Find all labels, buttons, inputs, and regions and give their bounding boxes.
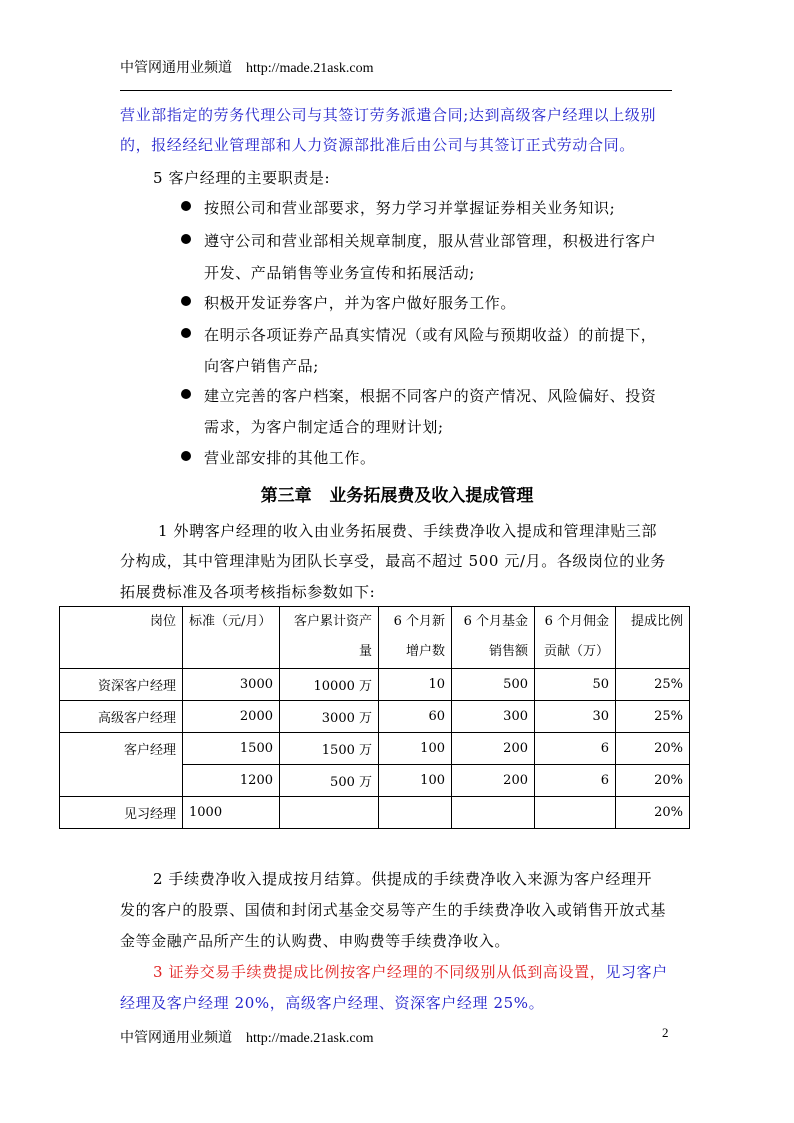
standard-cell: 1200 [183,765,280,797]
duty-item-6: 营业部安排的其他工作。 [204,449,376,467]
duty-item-2: 遵守公司和营业部相关规章制度，服从营业部管理，积极进行客户 [204,232,657,250]
assets-cell: 500 万 [280,765,379,797]
para1-line-1: 1 外聘客户经理的收入由业务拓展费、手续费净收入提成和管理津贴三部 [158,522,658,540]
duties-heading: 5 客户经理的主要职责是: [153,169,331,187]
page-footer [120,1027,374,1047]
assets-cell: 3000 万 [280,701,379,733]
duty-item-5: 建立完善的客户档案，根据不同客户的资产情况、风险偏好、投资 [204,387,657,405]
rate-cell: 25% [616,701,690,733]
fund-sales-cell: 200 [452,733,535,765]
commission-cell: 50 [535,669,616,701]
header-rule [120,90,672,91]
bullet-icon [181,201,191,211]
chapter-title: 第三章 业务拓展费及收入提成管理 [260,486,534,506]
table-row [60,797,690,829]
new-accounts-cell: 10 [379,669,452,701]
duty-item-4-cont: 向客户销售产品; [204,357,319,375]
rate-cell: 20% [616,765,690,797]
commission-cell: 6 [535,765,616,797]
duty-item-2-cont: 开发、产品销售等业务宣传和拓展活动; [204,264,475,282]
new-accounts-cell: 60 [379,701,452,733]
header-cell: 6 个月新 增户数 [379,607,452,669]
header-url[interactable]: http://made.21ask.com [246,61,374,76]
fund-sales-cell: 200 [452,765,535,797]
bullet-icon [181,389,191,399]
duty-item-4: 在明示各项证券产品真实情况（或有风险与预期收益）的前提下， [204,326,657,344]
standard-cell: 1500 [183,733,280,765]
page-number: 2 [662,1025,669,1040]
header-cell: 6 个月佣金 贡献（万） [535,607,616,669]
commission-cell [535,797,616,829]
intro-line-2: 的，报经经纪业管理部和人力资源部批准后由公司与其签订正式劳动合同。 [120,136,635,154]
standard-cell: 2000 [183,701,280,733]
para3-line-1 [153,961,713,982]
fund-sales-cell: 500 [452,669,535,701]
post-cell: 资深客户经理 [60,669,183,701]
bullet-icon [181,451,191,461]
fund-sales-cell: 300 [452,701,535,733]
para3-line-2: 经理及客户经理 20%，高级客户经理、资深客户经理 25%。 [120,994,545,1012]
bullet-icon [181,234,191,244]
fund-sales-cell [452,797,535,829]
para2-line-2: 发的客户的股票、国债和封闭式基金交易等产生的手续费净收入或销售开放式基 [120,901,667,919]
para2-line-3: 金等金融产品所产生的认购费、申购费等手续费净收入。 [120,932,511,950]
table-row [60,669,690,701]
rate-cell: 20% [616,733,690,765]
fee-standard-table [59,606,690,829]
assets-cell: 1500 万 [280,733,379,765]
header-cell: 6 个月基金 销售额 [452,607,535,669]
header-cell: 岗位 [60,607,183,669]
intro-line-1: 营业部指定的劳务代理公司与其签订劳务派遣合同;达到高级客户经理以上级别 [120,106,657,124]
commission-cell: 6 [535,733,616,765]
footer-site: 中管网通用业频道 [120,1030,232,1046]
header-site: 中管网通用业频道 [120,60,232,76]
assets-cell: 10000 万 [280,669,379,701]
table-row [60,701,690,733]
header-cell: 标准（元/月） [183,607,280,669]
table-row [60,733,690,765]
header-cell: 客户累计资产 量 [280,607,379,669]
para3-red-text: 3 证券交易手续费提成比例按客户经理的不同级别从低到高设置， [153,963,606,981]
new-accounts-cell [379,797,452,829]
duty-item-3: 积极开发证券客户，并为客户做好服务工作。 [204,294,517,312]
duty-item-5-cont: 需求，为客户制定适合的理财计划; [204,418,444,436]
bullet-icon [181,296,191,306]
para1-line-2: 分构成，其中管理津贴为团队长享受，最高不超过 500 元/月。各级岗位的业务 [120,552,667,570]
commission-cell: 30 [535,701,616,733]
page-header [120,57,374,77]
para1-line-3: 拓展费标准及各项考核指标参数如下: [120,583,376,601]
para2-line-1: 2 手续费净收入提成按月结算。供提成的手续费净收入来源为客户经理开 [153,870,653,888]
header-cell: 提成比例 [616,607,690,669]
bullet-icon [181,328,191,338]
standard-cell: 3000 [183,669,280,701]
para3-blue-text: 见习客户 [605,963,668,981]
table-header-row [60,607,690,669]
post-cell: 见习经理 [60,797,183,829]
assets-cell [280,797,379,829]
post-cell: 客户经理 [60,733,183,797]
standard-cell: 1000 [183,797,280,829]
rate-cell: 25% [616,669,690,701]
new-accounts-cell: 100 [379,733,452,765]
rate-cell: 20% [616,797,690,829]
new-accounts-cell: 100 [379,765,452,797]
post-cell: 高级客户经理 [60,701,183,733]
footer-url[interactable]: http://made.21ask.com [246,1031,374,1046]
duty-item-1: 按照公司和营业部要求，努力学习并掌握证券相关业务知识; [204,199,616,217]
